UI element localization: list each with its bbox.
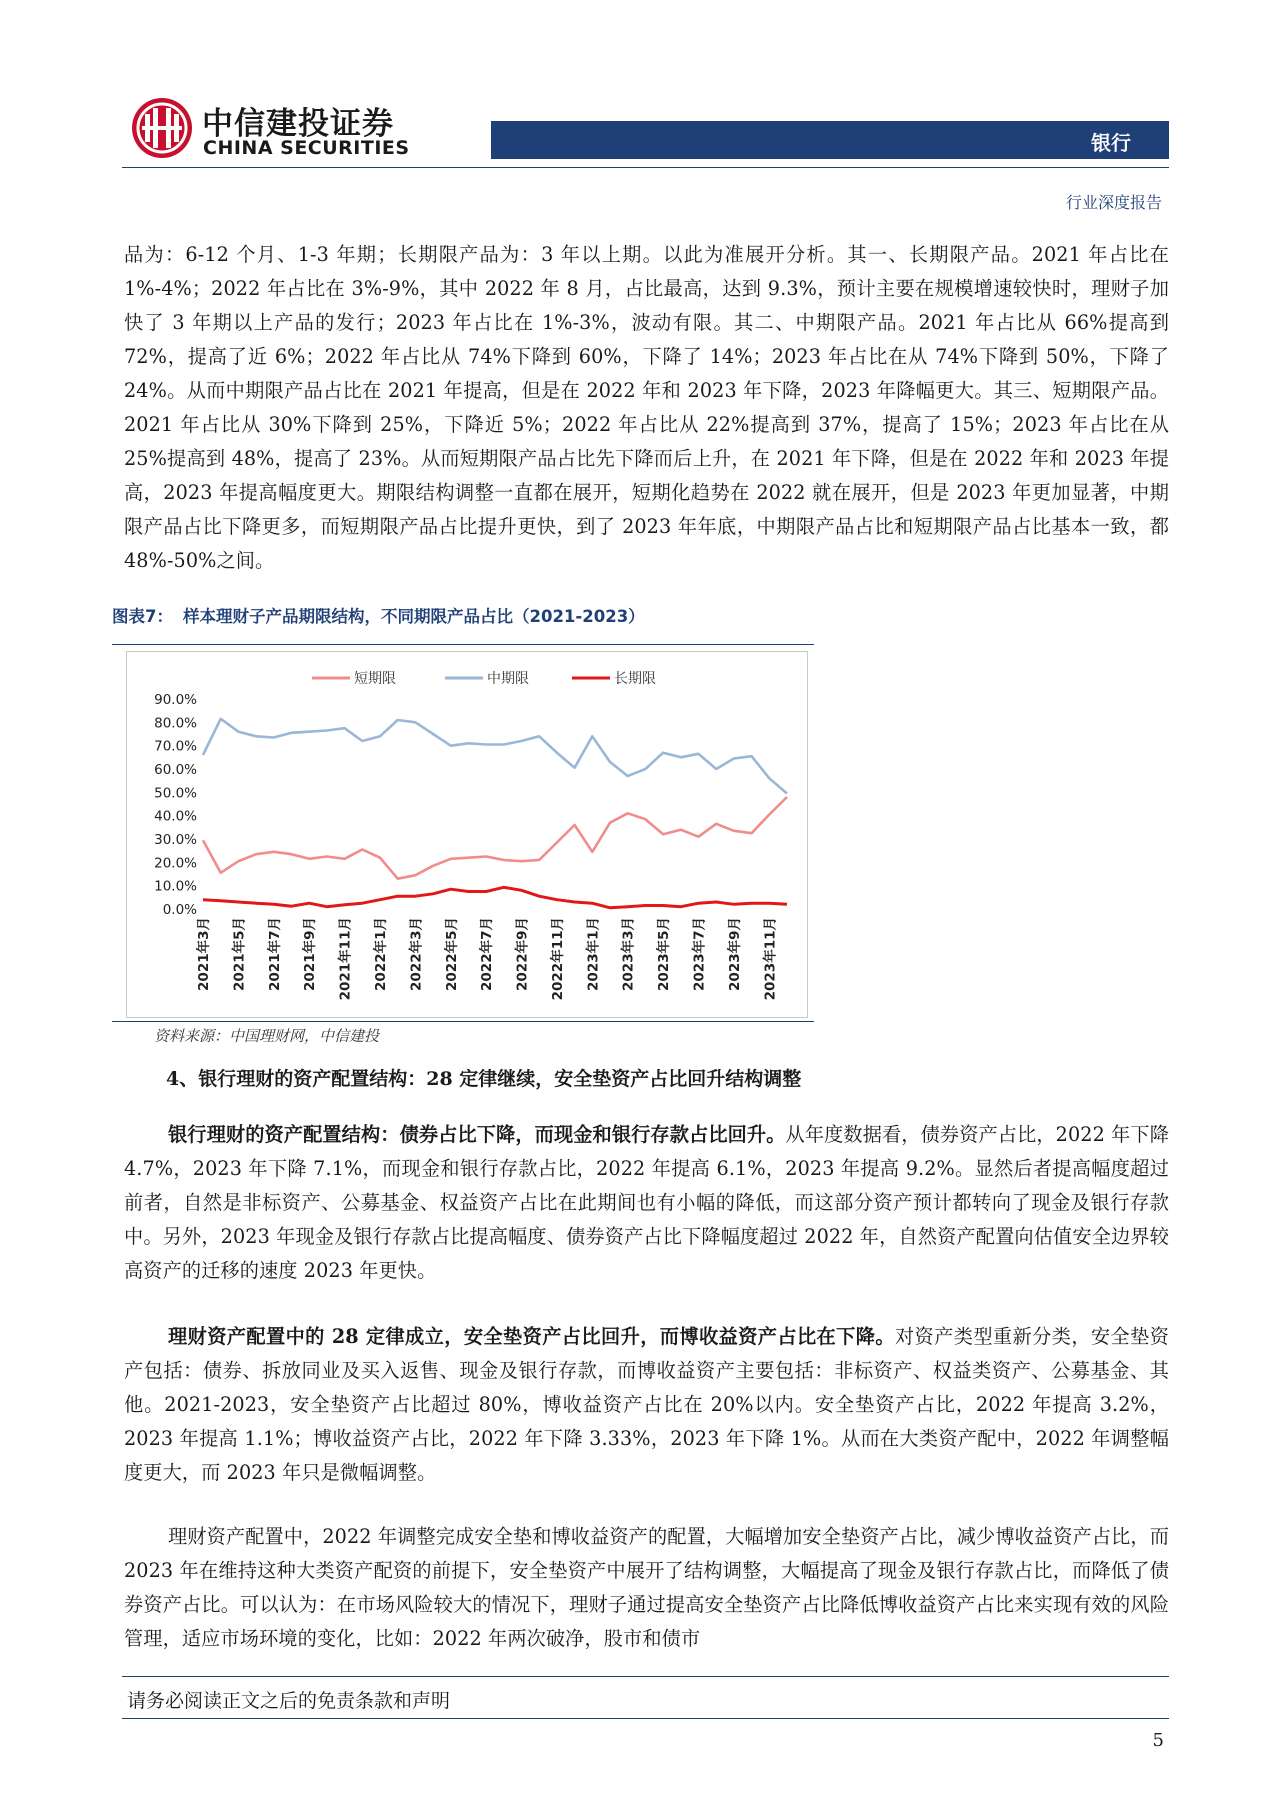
legend-label: 长期限 (614, 671, 656, 687)
x-tick-label: 2023年9月 (726, 917, 743, 991)
x-tick-label: 2023年3月 (620, 917, 637, 991)
paragraph-28-rule-body: 对资产类型重新分类，安全垫资产包括：债券、拆放同业及买入返售、现金及银行存款，而博收益资产主要包括：非标资产、权益类资产、公募基金、其他。2021-2023，安全垫资产占比超过 80%，博收益资产占比在 20%以内。安全垫资产占比，2022 年提高 3.2%，2023 年提高 1.1%；博收益资产占比，2022 年下降 3.33%，2023 年下降 1%。从而在大类资产配中，2022 年调整幅度更大，而 2023 年只是微幅调整。 (124, 1325, 1169, 1484)
x-tick-label: 2022年1月 (372, 917, 389, 991)
disclaimer-note: 请务必阅读正文之后的免责条款和声明 (127, 1690, 451, 1712)
figure-title (112, 603, 645, 627)
y-tick-label: 20.0% (154, 855, 197, 872)
y-tick-label: 10.0% (154, 878, 197, 895)
x-tick-label: 2022年3月 (408, 917, 425, 991)
logo-english-name: CHINA SECURITIES (203, 137, 410, 159)
x-tick-label: 2022年5月 (443, 917, 460, 991)
paragraph-asset-allocation (124, 1118, 1169, 1288)
footer-bottom-rule (122, 1718, 1169, 1719)
y-tick-label: 40.0% (154, 808, 197, 825)
legend-label: 中期限 (487, 671, 529, 687)
page-number: 5 (1152, 1730, 1164, 1751)
series-line-mid (203, 719, 787, 794)
x-tick-label: 2023年11月 (762, 917, 779, 1001)
x-tick-label: 2021年9月 (302, 917, 319, 991)
paragraph-28-rule-lead: 理财资产配置中的 28 定律成立，安全垫资产占比回升，而博收益资产占比在下降。 (168, 1325, 895, 1348)
x-tick-label: 2021年11月 (337, 917, 354, 1001)
report-type-label: 行业深度报告 (1065, 193, 1162, 212)
china-securities-logo-icon (130, 96, 194, 160)
paragraph-allocation-adjustment: 理财资产配置中，2022 年调整完成安全垫和博收益资产的配置，大幅增加安全垫资产占比，减少博收益资产占比，而 2023 年在维持这种大类资产配资的前提下，安全垫资产中展开了结构调整，大幅提高了现金及银行存款占比，而降低了债券资产占比。可以认为：在市场风险较大的情况下，理财子通过提高安全垫资产占比降低博收益资产占比来实现有效的风险管理，适应市场环境的变化，比如：2022 年两次破净，股市和债市 (124, 1525, 1169, 1650)
x-tick-label: 2022年9月 (514, 917, 531, 991)
paragraph-asset-allocation-lead: 银行理财的资产配置结构：债券占比下降，而现金和银行存款占比回升。 (168, 1123, 786, 1146)
y-tick-label: 50.0% (154, 785, 197, 802)
y-tick-label: 0.0% (162, 902, 197, 918)
paragraph-28-rule (124, 1320, 1169, 1490)
paragraph-maturity-structure: 品为：6-12 个月、1-3 年期；长期限产品为：3 年以上期。以此为准展开分析。其一、长期限产品。2021 年占比在 1%-4%；2022 年占比在 3%-9%，其中 2022 年 8 月，占比最高，达到 9.3%，预计主要在规模增速较快时，理财子加快了 3 年期以上产品的发行；2023 年占比在 1%-3%，波动有限。其二、中期限产品。2021 年占比从 66%提高到 72%，提高了近 6%；2022 年占比从 74%下降到 60%，下降了 14%；2023 年占比在从 74%下降到 50%，下降了 24%。从而中期限产品占比在 2021 年提高，但是在 2022 年和 2023 年下降，2023 年降幅更大。其三、短期限产品。2021 年占比从 30%下降到 25%，下降近 5%；2022 年占比从 22%提高到 37%，提高了 15%；2023 年占比在从 25%提高到 48%，提高了 23%。从而短期限产品占比先下降而后上升，在 2021 年下降，但是在 2022 年和 2023 年提高，2023 年提高幅度更大。期限结构调整一直都在展开，短期化趋势在 2022 就在展开，但是 2023 年更加显著，中期限产品占比下降更多，而短期限产品占比提升更快，到了 2023 年年底，中期限产品占比和短期限产品占比基本一致，都 48%-50%之间。 (124, 243, 1169, 572)
x-tick-label: 2023年1月 (585, 917, 602, 991)
figure-caption: 样本理财子产品期限结构，不同期限产品占比（2021-2023） (182, 607, 645, 626)
x-tick-label: 2021年5月 (231, 917, 248, 991)
y-tick-label: 60.0% (154, 762, 197, 778)
x-tick-label: 2023年7月 (691, 917, 708, 991)
figure-top-rule (112, 644, 814, 645)
y-tick-label: 30.0% (154, 832, 197, 848)
industry-label: 银行 (1091, 131, 1131, 155)
series-line-long (203, 887, 787, 908)
x-tick-label: 2022年7月 (479, 917, 496, 991)
paragraph-asset-allocation-body: 从年度数据看，债券资产占比，2022 年下降 4.7%，2023 年下降 7.1%，而现金和银行存款占比，2022 年提高 6.1%，2023 年提高 9.2%。显然后者提高幅度超过前者，自然是非标资产、公募基金、权益资产占比在此期间也有小幅的降低，而这部分资产预计都转向了现金及银行存款中。另外，2023 年现金及银行存款占比提高幅度、债券资产占比下降幅度超过 2022 年，自然资产配置向估值安全边界较高资产的迁移的速度 2023 年更快。 (124, 1123, 1169, 1282)
x-tick-label: 2021年3月 (196, 917, 212, 991)
maturity-line-chart (127, 652, 807, 1017)
header-divider (122, 167, 1169, 168)
x-tick-label: 2022年11月 (549, 917, 566, 1001)
y-tick-label: 80.0% (154, 715, 197, 732)
maturity-chart-frame (126, 651, 808, 1018)
section-title: 4、银行理财的资产配置结构：28 定律继续，安全垫资产占比回升结构调整 (166, 1068, 802, 1090)
x-tick-label: 2023年5月 (656, 917, 673, 991)
logo-chinese-name: 中信建投证券 (202, 106, 394, 142)
y-tick-label: 70.0% (154, 738, 197, 755)
legend-label: 短期限 (354, 671, 396, 687)
figure-number: 图表7： (112, 607, 173, 626)
y-tick-label: 90.0% (154, 692, 197, 708)
x-tick-label: 2021年7月 (266, 917, 283, 991)
footer-top-rule (122, 1676, 1169, 1677)
figure-bottom-rule (112, 1021, 814, 1022)
series-line-short (203, 797, 787, 879)
industry-banner (491, 121, 1169, 159)
figure-source: 资料来源：中国理财网，中信建投 (154, 1027, 380, 1045)
